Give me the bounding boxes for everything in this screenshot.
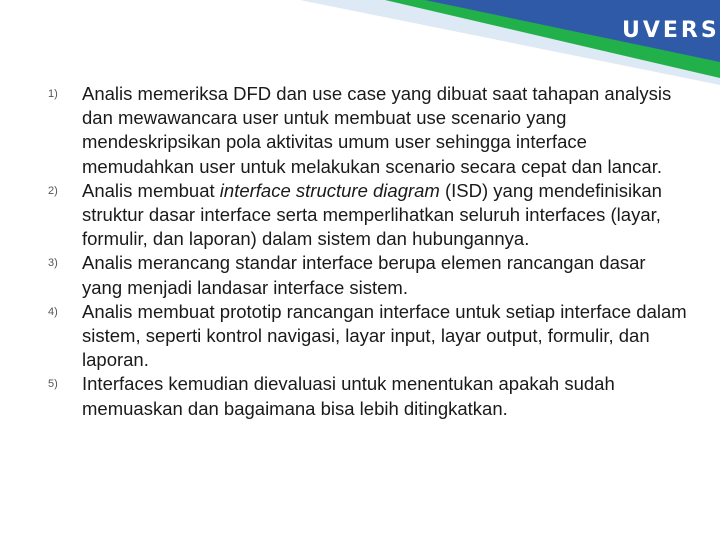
list-number: 1) xyxy=(48,88,58,100)
uvers-logo: UVERS xyxy=(622,18,720,43)
numbered-list xyxy=(48,82,688,421)
list-number: 3) xyxy=(48,257,58,270)
list-item xyxy=(48,82,688,179)
list-text-italic: interface structure diagram xyxy=(219,179,440,201)
list-text: Analis merancang standar interface berupa elemen rancangan dasar yang menjadi landasar interface sistem. xyxy=(82,252,646,298)
list-number: 4) xyxy=(48,305,58,318)
list-text: Analis membuat prototip rancangan interface untuk setiap interface dalam sistem, seperti kontrol navigasi, layar input, layar output, formulir, dan laporan. xyxy=(82,300,687,371)
list-text: Analis memeriksa DFD dan use case yang dibuat saat tahapan analysis dan mewawancara user untuk membuat use scenario yang mendeskripsikan pola aktivitas umum user sehingga interface memudahkan user untuk melakukan scenario secara cepat dan lancar. xyxy=(82,83,672,177)
list-text: Interfaces kemudian dievaluasi untuk menentukan apakah sudah memuaskan dan bagaimana bisa lebih ditingkatkan. xyxy=(82,373,615,419)
list-item xyxy=(48,300,688,373)
list-number: 5) xyxy=(48,378,58,391)
list-item xyxy=(48,251,688,299)
list-text xyxy=(82,179,688,252)
list-text-before: Analis membuat xyxy=(82,179,220,201)
list-text-after: (ISD) yang mendefinisikan struktur dasar interface serta memperlihatkan seluruh interfaces (layar, formulir, dan laporan) dalam sistem dan hubungannya. xyxy=(82,179,662,250)
list-item xyxy=(48,372,688,420)
list-item xyxy=(48,179,688,252)
list-number: 2) xyxy=(48,184,58,197)
